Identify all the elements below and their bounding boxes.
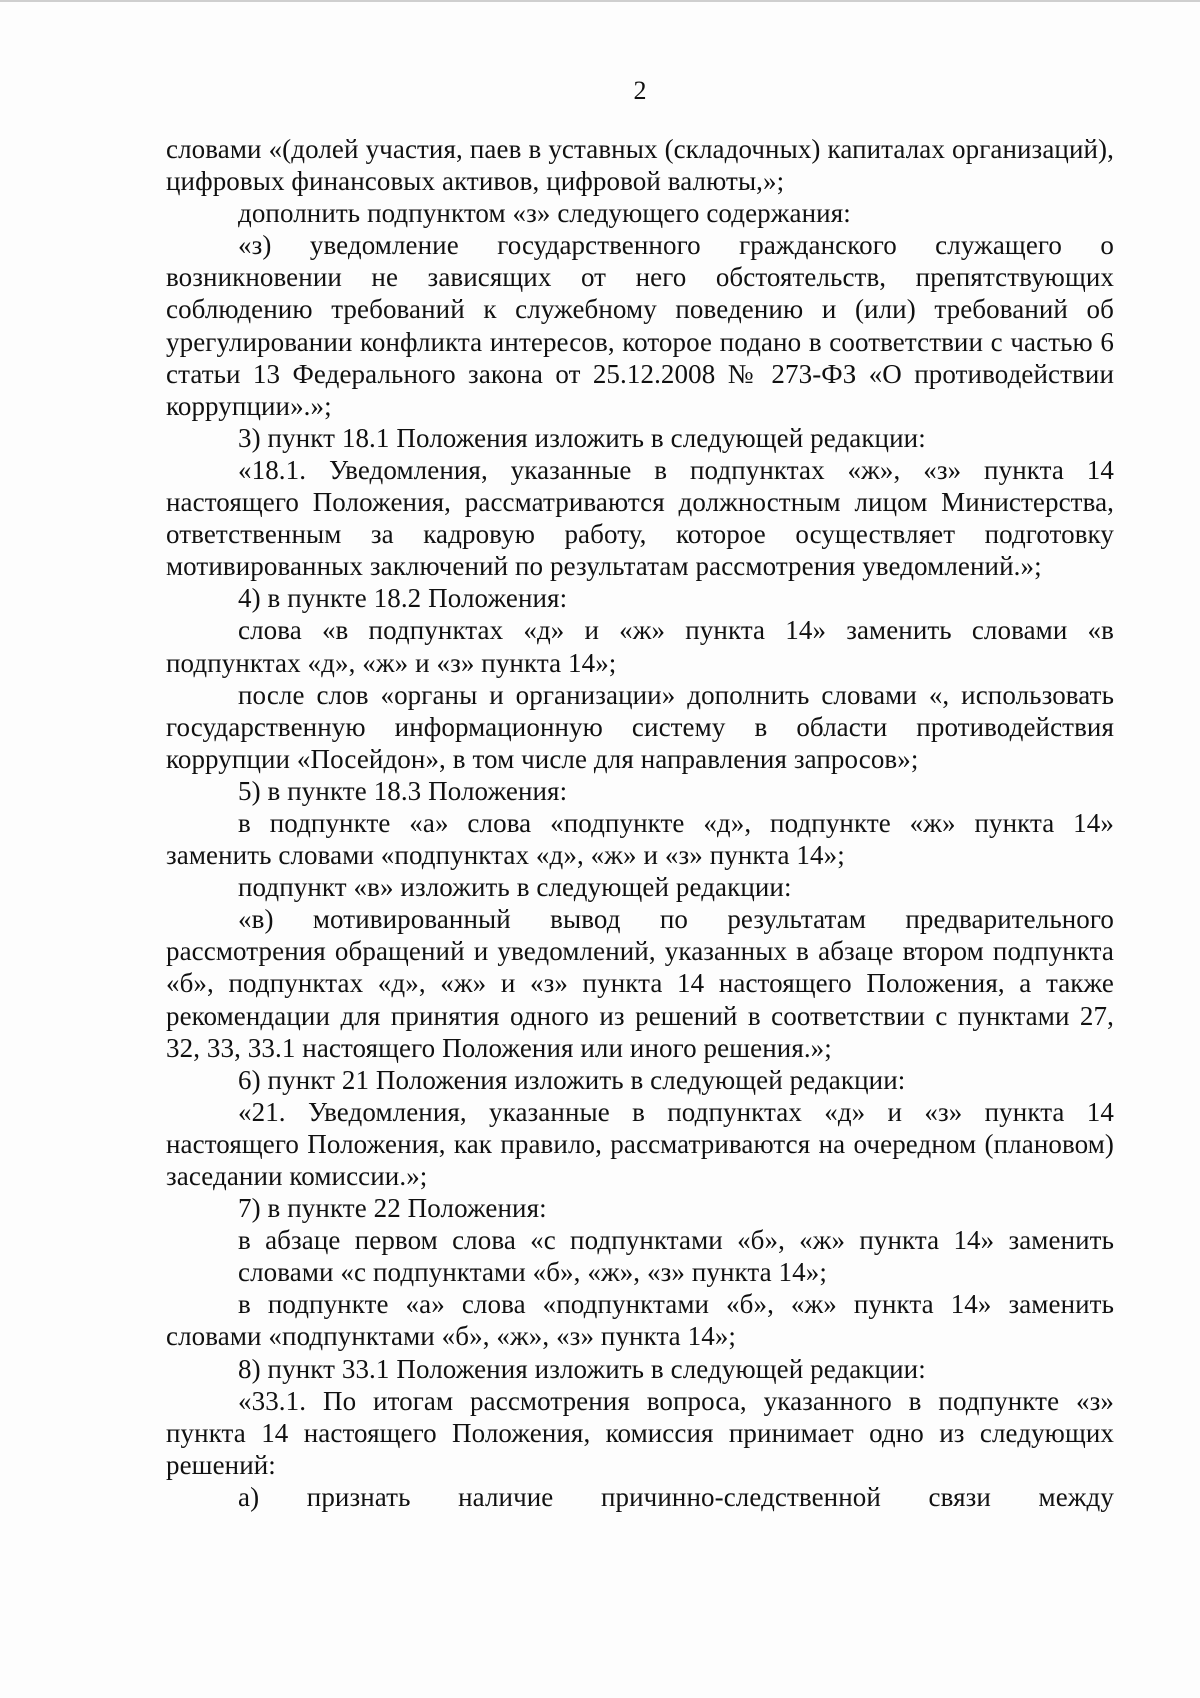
paragraph: «18.1. Уведомления, указанные в подпунктах «ж», «з» пункта 14 настоящего Положения, рассматриваются должностным лицом Министерства, ответственным за кадровую работу, которое осуществляет подготовку мотивированных заключений по результатам рассмотрения уведомлений.»; bbox=[166, 454, 1114, 582]
paragraph: в подпункте «а» слова «подпунктами «б», «ж» пункта 14» заменить словами «подпунктами «б», «ж», «з» пункта 14»; bbox=[166, 1289, 1114, 1352]
page-number: 2 bbox=[633, 76, 647, 105]
paragraph: в абзаце первом слова «с подпунктами «б», «ж» пункта 14» заменить словами «с подпунктами «б», «ж», «з» пункта 14»; bbox=[238, 1225, 1114, 1288]
paragraph: 7) в пункте 22 Положения: bbox=[238, 1193, 547, 1224]
scan-top-edge bbox=[0, 0, 1200, 2]
paragraph: после слов «органы и организации» дополнить словами «, использовать государственную информационную систему в области противодействия коррупции «Посейдон», в том числе для направления запросов»; bbox=[166, 679, 1114, 774]
paragraph: в подпункте «а» слова «подпункте «д», подпункте «ж» пункта 14» заменить словами «подпунктах «д», «ж» и «з» пункта 14»; bbox=[166, 807, 1114, 871]
paragraph: 4) в пункте 18.2 Положения: bbox=[238, 583, 568, 614]
paragraph: 3) пункт 18.1 Положения изложить в следующей редакции: bbox=[238, 422, 926, 453]
paragraph: подпункт «в» изложить в следующей редакции: bbox=[238, 872, 792, 903]
paragraph: «з) уведомление государственного гражданского служащего о возникновении не зависящих от него обстоятельств, препятствующих соблюдению требований к служебному поведению и (или) требований об урегулировании конфликта интересов, которое подано в соответствии с частью 6 статьи 13 Федерального закона от 25.12.2008 № 273-ФЗ «О противодействии коррупции».»; bbox=[166, 230, 1114, 421]
paragraph: «в) мотивированный вывод по результатам предварительного рассмотрения обращений и уведомлений, указанных в абзаце втором подпункта «б», подпунктах «д», «ж» и «з» пункта 14 настоящего Положения, а также рекомендации для принятия одного из решений в соответствии с пунктами 27, 32, 33, 33.1 настоящего Положения или иного решения.»; bbox=[166, 904, 1114, 1063]
document-body bbox=[166, 133, 1114, 1513]
paragraph: 8) пункт 33.1 Положения изложить в следующей редакции: bbox=[238, 1353, 926, 1384]
paragraph: а) признать наличие причинно-следственной связи между bbox=[238, 1481, 1114, 1512]
paragraph: слова «в подпунктах «д» и «ж» пункта 14» заменить словами «в подпунктах «д», «ж» и «з» пункта 14»; bbox=[166, 615, 1114, 678]
paragraph: 5) в пункте 18.3 Положения: bbox=[238, 775, 568, 806]
paragraph: словами «(долей участия, паев в уставных (складочных) капиталах организаций), цифровых финансовых активов, цифровой валюты,»; bbox=[166, 134, 1114, 197]
paragraph: 6) пункт 21 Положения изложить в следующей редакции: bbox=[238, 1064, 906, 1095]
paragraph: дополнить подпунктом «з» следующего содержания: bbox=[238, 198, 851, 229]
paragraph: «33.1. По итогам рассмотрения вопроса, указанного в подпункте «з» пункта 14 настоящего Положения, комиссия принимает одно из следующих решений: bbox=[166, 1385, 1114, 1480]
paragraph: «21. Уведомления, указанные в подпунктах «д» и «з» пункта 14 настоящего Положения, как правило, рассматриваются на очередном (плановом) заседании комиссии.»; bbox=[166, 1096, 1114, 1191]
